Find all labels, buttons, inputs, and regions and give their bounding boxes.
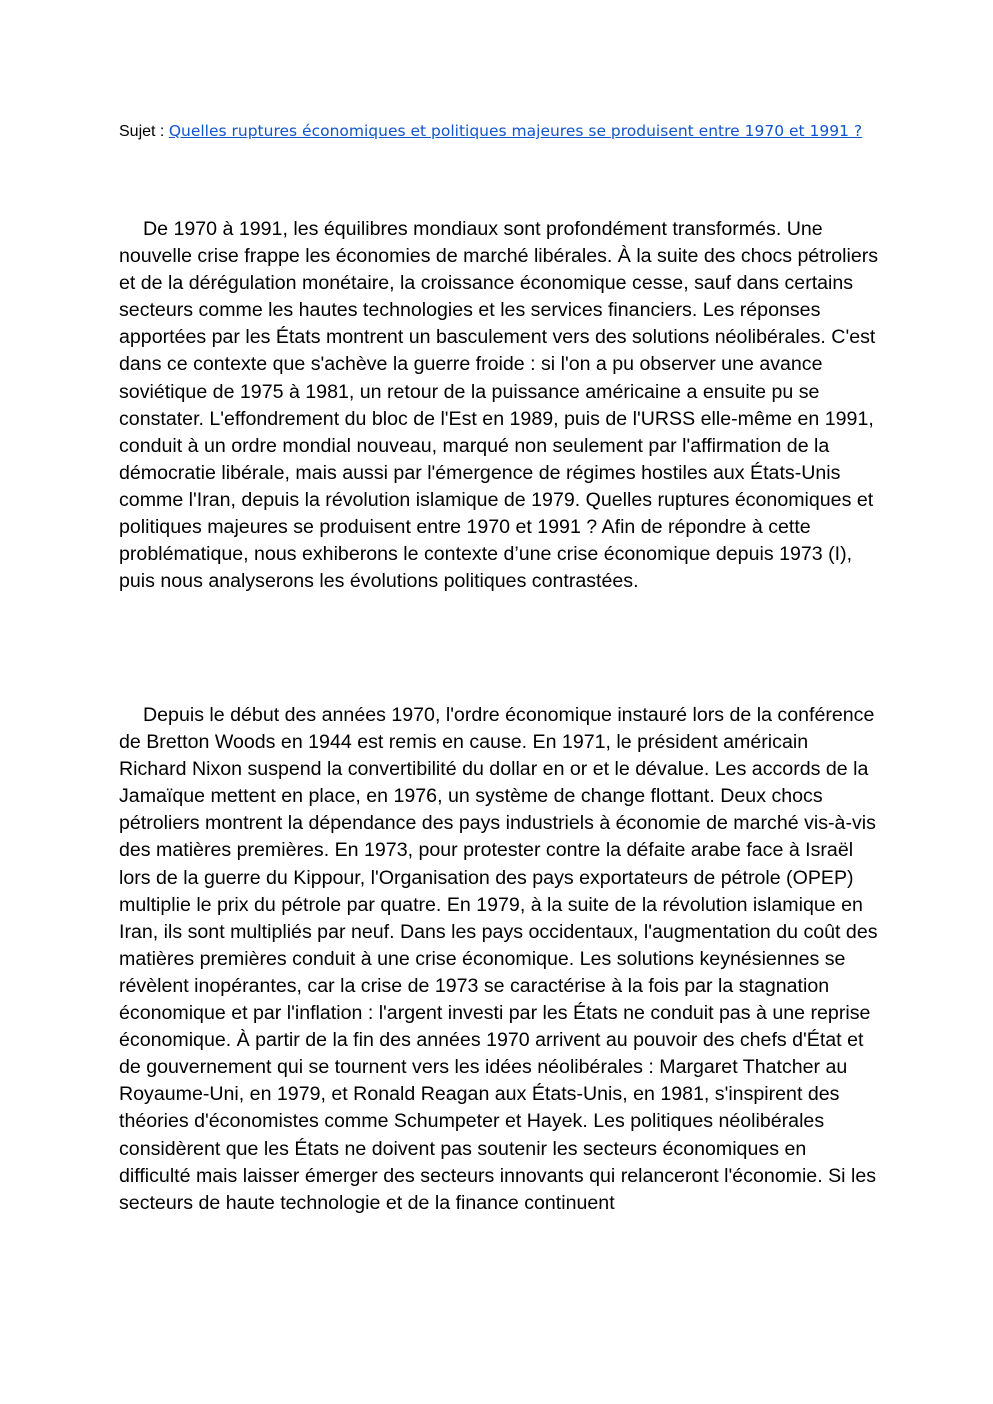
subject-line: [119, 119, 869, 144]
subject-link[interactable]: Quelles ruptures économiques et politiques majeures se produisent entre 1970 et 1991 ?: [168, 122, 863, 140]
subject-label: Sujet :: [119, 123, 169, 140]
introduction-paragraph: De 1970 à 1991, les équilibres mondiaux sont profondément transformés. Une nouvelle crise frappe les économies de marché libérales. À la suite des chocs pétroliers et de la dérégulation monétaire, la croissance économique cesse, sauf dans certains secteurs comme les hautes technologies et les services financiers. Les réponses apportées par les États montrent un basculement vers des solutions néolibérales. C'est dans ce contexte que s'achève la guerre froide : si l'on a pu observer une avance soviétique de 1975 à 1981, un retour de la puissance américaine a ensuite pu se constater. L'effondrement du bloc de l'Est en 1989, puis de l'URSS elle-même en 1991, conduit à un ordre mondial nouveau, marqué non seulement par l'affirmation de la démocratie libérale, mais aussi par l'émergence de régimes hostiles aux États-Unis comme l'Iran, depuis la révolution islamique de 1979. Quelles ruptures économiques et politiques majeures se produisent entre 1970 et 1991 ? Afin de répondre à cette problématique, nous exhiberons le contexte d’une crise économique depuis 1973 (I), puis nous analyserons les évolutions politiques contrastées.: [119, 218, 879, 593]
body-paragraph: Depuis le début des années 1970, l'ordre économique instauré lors de la conférence de Bretton Woods en 1944 est remis en cause. En 1971, le président américain Richard Nixon suspend la convertibilité du dollar en or et le dévalue. Les accords de la Jamaïque mettent en place, en 1976, un système de change flottant. Deux chocs pétroliers montrent la dépendance des pays industriels à économie de marché vis-à-vis des matières premières. En 1973, pour protester contre la défaite arabe face à Israël lors de la guerre du Kippour, l'Organisation des pays exportateurs de pétrole (OPEP) multiplie le prix du pétrole par quatre. En 1979, à la suite de la révolution islamique en Iran, ils sont multipliés par neuf. Dans les pays occidentaux, l'augmentation du coût des matières premières conduit à une crise économique. Les solutions keynésiennes se révèlent inopérantes, car la crise de 1973 se caractérise à la fois par la stagnation économique et par l'inflation : l'argent investi par les États ne conduit pas à une reprise économique. À partir de la fin des années 1970 arrivent au pouvoir des chefs d'État et de gouvernement qui se tournent vers les idées néolibérales : Margaret Thatcher au Royaume-Uni, en 1979, et Ronald Reagan aux États-Unis, en 1981, s'inspirent des théories d'économistes comme Schumpeter et Hayek. Les politiques néolibérales considèrent que les États ne doivent pas soutenir les secteurs économiques en difficulté mais laisser émerger des secteurs innovants qui relanceront l'économie. Si les secteurs de haute technologie et de la finance continuent: [119, 704, 878, 1214]
